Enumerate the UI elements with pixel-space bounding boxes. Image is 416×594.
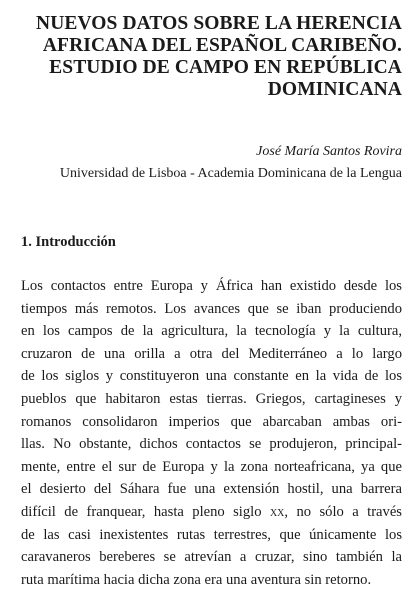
text-line: pueblos que habitaron estas tierras. Griegos, cartagineses y: [21, 390, 402, 407]
century-numeral: xx: [269, 503, 285, 520]
text-line: cruzaron de una orilla a otra del Mediterráneo a lo largo: [21, 345, 402, 362]
body-paragraph: [21, 275, 402, 591]
text-line: llas. No obstante, dichos contactos se produjeron, principal-: [21, 436, 402, 453]
text-line: ruta marítima hacia dicha zona era una aventura sin retorno.: [21, 571, 372, 588]
author-name: José María Santos Rovira: [256, 144, 402, 159]
text-line: caravaneros bereberes se atrevían a cruzar, sino también la: [21, 549, 402, 566]
text-line: mente, entre el sur de Europa y la zona norteafricana, ya que: [21, 458, 402, 475]
title-line: ESTUDIO DE CAMPO EN REPÚBLICA: [49, 57, 402, 78]
text-line: de los siglos y constituyeron una constante en la vida de los: [21, 368, 402, 385]
title-line: DOMINICANA: [267, 79, 402, 100]
text-line: tiempos más remotos. Los avances que se iban produciendo: [21, 300, 402, 317]
text-line: el desierto del Sáhara fue una extensión hostil, una barrera: [21, 481, 402, 498]
text-line: difícil de franquear, hasta pleno siglo xx, no sólo a través: [21, 503, 402, 520]
author-block: [21, 141, 402, 185]
text-line: romanos consolidaron imperios que abarcaban ambas ori-: [21, 413, 402, 430]
section-heading: 1. Introducción: [21, 234, 116, 250]
text-line: de las casi inexistentes rutas terrestres, que únicamente los: [21, 526, 402, 543]
title-line: NUEVOS DATOS SOBRE LA HERENCIA: [36, 13, 402, 34]
text-line: en los campos de la agricultura, la tecnología y la cultura,: [21, 323, 402, 340]
paper-title: [21, 0, 402, 101]
text-line: Los contactos entre Europa y África han existido desde los: [21, 278, 402, 294]
author-affiliation: Universidad de Lisboa - Academia Dominicana de la Lengua: [59, 166, 402, 181]
title-line: AFRICANA DEL ESPAÑOL CARIBEÑO.: [42, 35, 402, 56]
